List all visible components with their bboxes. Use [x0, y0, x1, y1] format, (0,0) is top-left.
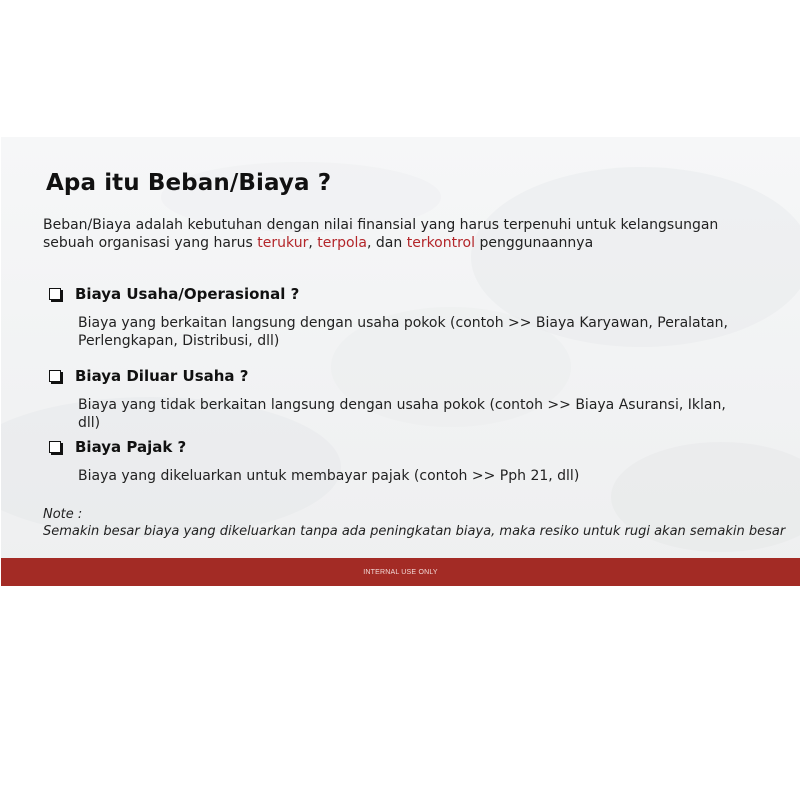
- item-title-biaya-usaha: Biaya Usaha/Operasional ?: [75, 285, 300, 303]
- item-title-biaya-diluar-usaha: Biaya Diluar Usaha ?: [75, 367, 249, 385]
- intro-separator-2: , dan: [367, 235, 407, 251]
- item-description-biaya-pajak: Biaya yang dikeluarkan untuk membayar pajak (contoh >> Pph 21, dll): [78, 468, 580, 484]
- item-description-biaya-diluar-usaha: Biaya yang tidak berkaitan langsung dengan usaha pokok (contoh >> Biaya Asuransi, Iklan, dll): [78, 397, 726, 431]
- intro-paragraph: [43, 216, 773, 252]
- item-title-biaya-pajak: Biaya Pajak ?: [75, 438, 187, 456]
- intro-separator-1: ,: [308, 235, 318, 251]
- list-item-header: [49, 283, 738, 305]
- checkbox-icon: [49, 441, 61, 453]
- checkbox-icon: [49, 370, 61, 382]
- highlight-terkontrol: terkontrol: [406, 235, 476, 251]
- list-item-biaya-usaha: [49, 283, 738, 350]
- intro-text-start: Beban/Biaya adalah kebutuhan dengan nilai finansial yang harus terpenuhi untuk kelangsungan sebuah organisasi yang harus: [43, 217, 719, 251]
- footer-bar: [1, 558, 800, 586]
- slide-title: Apa itu Beban/Biaya ?: [46, 170, 332, 196]
- footer-label: INTERNAL USE ONLY: [363, 568, 438, 576]
- highlight-terpola: terpola: [317, 235, 368, 251]
- list-item-header: [49, 436, 738, 458]
- item-description-biaya-usaha: Biaya yang berkaitan langsung dengan usaha pokok (contoh >> Biaya Karyawan, Peralatan, Perlengkapan, Distribusi, dll): [78, 315, 729, 349]
- list-item-biaya-diluar-usaha: [49, 365, 738, 432]
- list-item-header: [49, 365, 738, 387]
- checkbox-icon: [49, 288, 61, 300]
- note-block: [43, 506, 785, 540]
- note-label: Note :: [43, 507, 83, 522]
- highlight-terukur: terukur: [257, 235, 309, 251]
- note-text: Semakin besar biaya yang dikeluarkan tanpa ada peningkatan biaya, maka resiko untuk rugi akan semakin besar: [43, 524, 786, 539]
- list-item-biaya-pajak: [49, 436, 738, 485]
- slide: [1, 137, 800, 586]
- intro-text-end: penggunaannya: [475, 235, 594, 251]
